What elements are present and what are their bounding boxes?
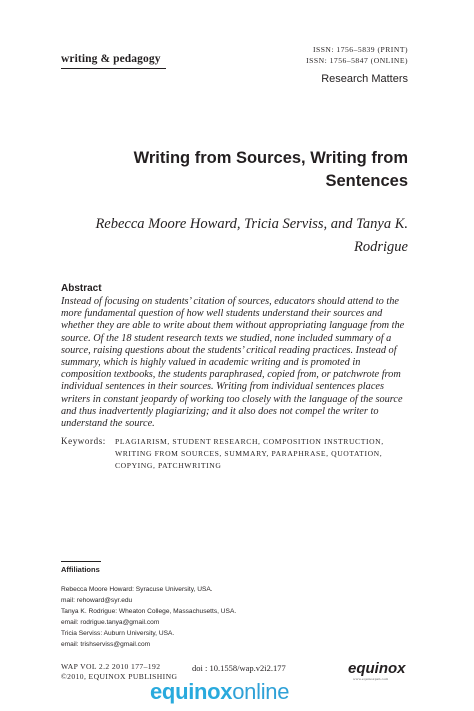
affiliation-line: Tricia Serviss: Auburn University, USA. xyxy=(61,630,175,637)
article-title xyxy=(78,147,408,193)
doi-link[interactable]: doi : 10.1558/wap.v2i2.177 xyxy=(192,663,286,673)
affiliations-list xyxy=(61,584,236,650)
affiliation-line: Tanya K. Rodrigue: Wheaton College, Massachusetts, USA. xyxy=(61,608,237,615)
equinox-online-brand xyxy=(150,679,289,705)
affiliations-rule xyxy=(61,561,101,562)
authors-line-2: Rodrigue xyxy=(354,239,408,255)
brand-part-2: online xyxy=(232,679,290,704)
affiliation-line[interactable]: email: rodrigue.tanya@gmail.com xyxy=(61,619,160,626)
section-label: Research Matters xyxy=(321,73,408,85)
equinox-url: www.equinoxpub.com xyxy=(353,677,389,681)
affiliations-heading: Affiliations xyxy=(61,565,100,574)
footer-volume: WAP VOL 2.2 2010 177–192 xyxy=(61,662,161,671)
affiliation-line[interactable]: email: trishserviss@gmail.com xyxy=(61,641,151,648)
abstract-text: Instead of focusing on students’ citation of sources, educators should attend to the more fundamental question of how well students understand their sources and whether they are able to write about them without appropriating language from the source. Of the 18 student research texts we studied, none included summary of a source, raising questions about the students’ critical reading practices. Instead of summary, which is highly valued in academic writing and is promoted in composition textbooks, the students paraphrased, copied from, or patchwrote from individual sentences in their sources. Writing from individual sentences places writers in constant jeopardy of working too closely with the language of the source and thus inadvertently plagiarizing; and it also does not compel the writer to understand the source. xyxy=(61,296,405,430)
keywords-text: PLAGIARISM, STUDENT RESEARCH, COMPOSITION INSTRUCTION, WRITING FROM SOURCES, SUMMARY, PARAPHRASE, QUOTATION, COPYING, PATCHWRITING xyxy=(115,437,384,471)
title-line-2: Sentences xyxy=(325,172,408,190)
authors-line-1: Rebecca Moore Howard, Tricia Serviss, and Tanya K. xyxy=(95,216,408,232)
issn-print: ISSN: 1756–5839 (PRINT) xyxy=(312,45,408,54)
affiliation-line[interactable]: mail: rehoward@syr.edu xyxy=(61,597,133,604)
footer-copyright: ©2010, EQUINOX PUBLISHING xyxy=(61,672,178,681)
issn-online: ISSN: 1756–5847 (ONLINE) xyxy=(306,56,408,65)
journal-rule xyxy=(61,68,166,69)
abstract-heading: Abstract xyxy=(61,283,102,294)
title-line-1: Writing from Sources, Writing from xyxy=(133,149,408,167)
keywords-label: Keywords: xyxy=(61,436,106,446)
brand-part-1: equinox xyxy=(150,679,233,704)
journal-name: writing & pedagogy xyxy=(61,53,161,65)
affiliation-line: Rebecca Moore Howard: Syracuse University, USA. xyxy=(61,586,213,593)
equinox-logo: equinox xyxy=(348,660,406,677)
article-authors xyxy=(68,213,408,259)
